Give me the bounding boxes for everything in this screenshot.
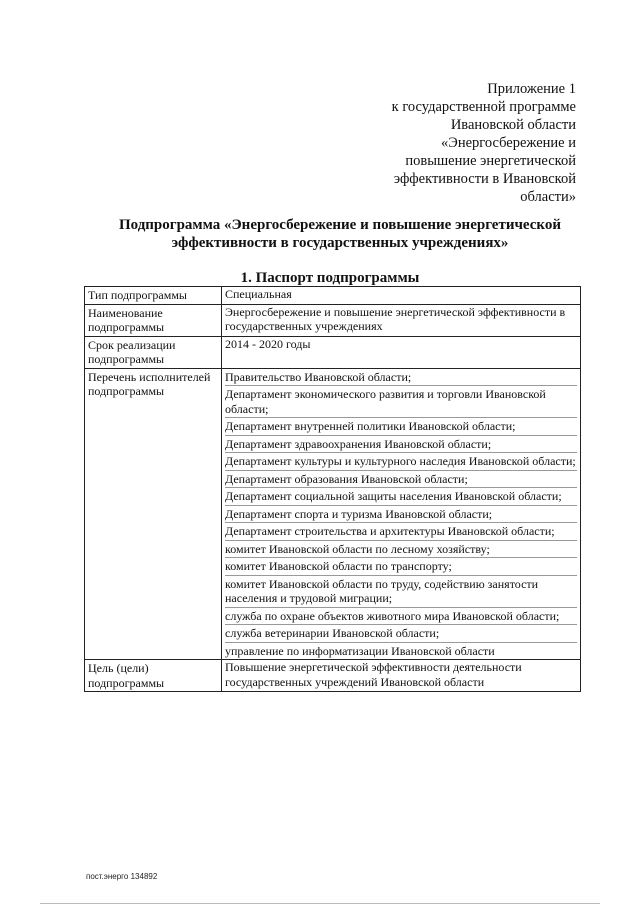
executor-item: Департамент культуры и культурного наследия Ивановской области; xyxy=(225,453,577,471)
executor-item: Правительство Ивановской области; xyxy=(225,369,577,387)
executor-item: комитет Ивановской области по лесному хозяйству; xyxy=(225,541,577,559)
appendix-line: «Энергосбережение и xyxy=(441,135,576,151)
term-value: 2014 - 2020 годы xyxy=(222,336,581,368)
goal-label: Цель (цели) подпрограммы xyxy=(85,660,222,692)
executors-label: Перечень исполнителей подпрограммы xyxy=(85,368,222,660)
executor-item: комитет Ивановской области по труду, содействию занятости населения и трудовой миграции; xyxy=(225,576,577,608)
scan-edge-divider xyxy=(40,903,600,904)
executors-list xyxy=(222,368,581,660)
table-row xyxy=(85,660,581,692)
title-line-1: Подпрограмма «Энергосбережение и повышение энергетической xyxy=(118,217,562,233)
appendix-line: повышение энергетической xyxy=(405,153,576,169)
appendix-line: Ивановской области xyxy=(450,117,576,133)
term-label: Срок реализации подпрограммы xyxy=(85,336,222,368)
appendix-block xyxy=(360,80,576,206)
table-row xyxy=(85,304,581,336)
table-row xyxy=(85,287,581,305)
appendix-line: Приложение 1 xyxy=(487,81,576,97)
title-line-2: эффективности в государственных учреждениях» xyxy=(171,235,509,251)
table-row xyxy=(85,368,581,660)
executor-item: управление по информатизации Ивановской области xyxy=(225,643,495,658)
executor-item: Департамент здравоохранения Ивановской области; xyxy=(225,436,577,454)
executor-item: Департамент строительства и архитектуры Ивановской области; xyxy=(225,523,577,541)
name-value: Энергосбережение и повышение энергетической эффективности в государственных учреждениях xyxy=(222,304,581,336)
executor-item: комитет Ивановской области по транспорту; xyxy=(225,558,577,576)
appendix-line: области» xyxy=(520,189,576,205)
executor-item: Департамент внутренней политики Ивановской области; xyxy=(225,418,577,436)
type-label: Тип подпрограммы xyxy=(85,287,222,305)
name-label: Наименование подпрограммы xyxy=(85,304,222,336)
table-row xyxy=(85,336,581,368)
appendix-line: эффективности в Ивановской xyxy=(393,171,576,187)
footer-stamp: пост.энерго 134892 xyxy=(86,872,158,881)
passport-table xyxy=(84,286,581,692)
goal-value: Повышение энергетической эффективности деятельности государственных учреждений Ивановской области xyxy=(222,660,581,692)
executor-item: Департамент образования Ивановской области; xyxy=(225,471,577,489)
executor-item: Департамент спорта и туризма Ивановской области; xyxy=(225,506,577,524)
type-value: Специальная xyxy=(222,287,581,305)
executor-item: служба по охране объектов животного мира Ивановской области; xyxy=(225,608,577,626)
executor-item: служба ветеринарии Ивановской области; xyxy=(225,625,577,643)
subprogram-title xyxy=(70,216,610,252)
appendix-line: к государственной программе xyxy=(391,99,576,115)
executor-item: Департамент социальной защиты населения Ивановской области; xyxy=(225,488,577,506)
executor-item: Департамент экономического развития и торговли Ивановской области; xyxy=(225,386,577,418)
section-heading: 1. Паспорт подпрограммы xyxy=(240,270,420,286)
